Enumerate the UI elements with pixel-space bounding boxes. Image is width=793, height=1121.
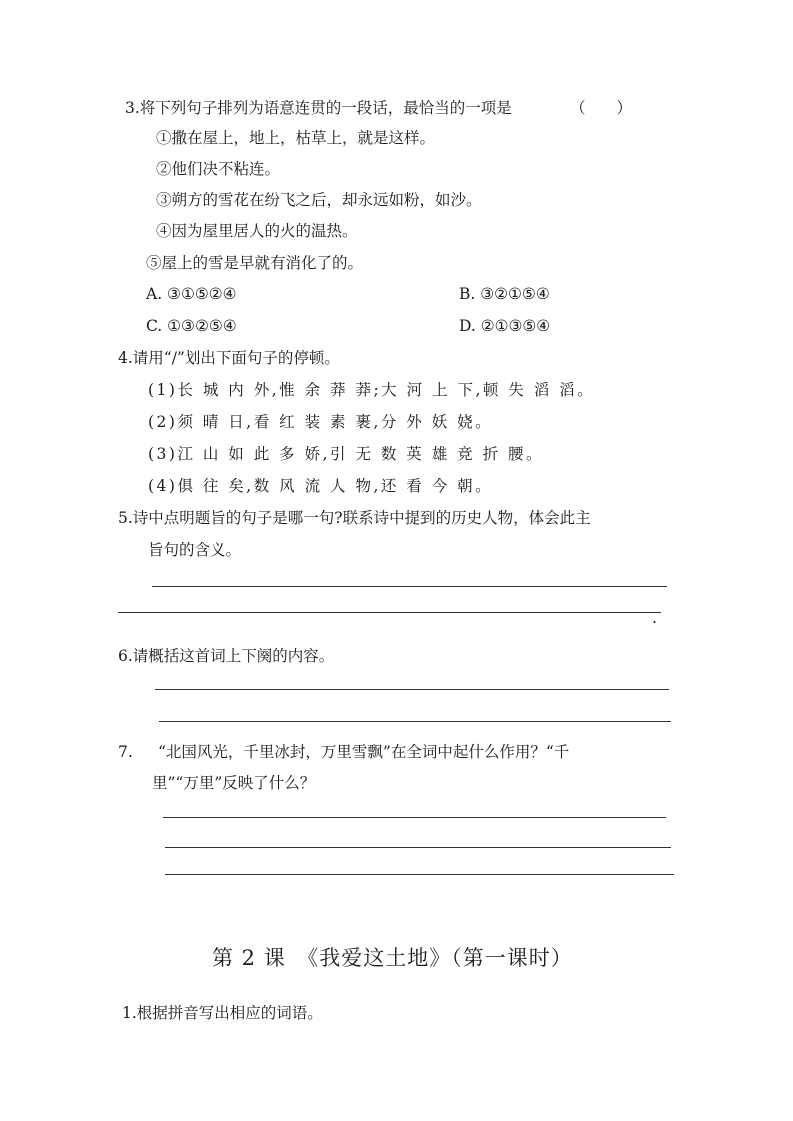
lesson-title: 第 2 课 《我爱这土地》（第一课时）	[212, 946, 573, 970]
q5-dot: .	[652, 609, 657, 627]
q6-answer-line-1	[155, 689, 669, 690]
q7-question-line-2: 里”“万里”反映了什么？	[152, 774, 316, 792]
q4-line-1: (1)长 城 内 外,惟 余 莽 莽;大 河 上 下,顿 失 滔 滔。	[148, 381, 596, 399]
q7-answer-line-2	[165, 847, 671, 848]
q3-sentence-1: ①撒在屋上，地上，枯草上，就是这样。	[156, 129, 436, 147]
q5-answer-line-1	[152, 586, 667, 587]
q7-number: 7.	[118, 743, 133, 761]
q5-answer-line-2	[118, 612, 661, 613]
q7-question-line-1: “北国风光，千里冰封，万里雪飘”在全词中起什么作用？“千	[158, 743, 570, 761]
q3-sentence-3: ③朔方的雪花在纷飞之后，却永远如粉，如沙。	[156, 191, 482, 209]
q4-line-4: (4)俱 往 矣,数 风 流 人 物,还 看 今 朝。	[148, 477, 494, 495]
q3-sentence-4: ④因为屋里居人的火的温热。	[156, 222, 358, 240]
q4-line-2: (2)须 晴 日,看 红 装 素 裹,分 外 妖 娆。	[148, 413, 494, 431]
q6-stem: 6.请概括这首词上下阕的内容。	[118, 647, 335, 665]
q3-option-b: B. ③②①⑤④	[459, 285, 550, 303]
lesson-q1-stem: 1.根据拼音写出相应的词语。	[122, 1004, 323, 1022]
q3-option-d: D. ②①③⑤④	[459, 317, 551, 335]
q4-stem: 4.请用“/”划出下面句子的停顿。	[118, 349, 340, 367]
q3-answer-paren: （ ）	[570, 99, 633, 117]
q3-sentence-2: ②他们决不粘连。	[156, 160, 281, 178]
q7-answer-line-1	[163, 817, 666, 818]
q5-question-line-1: 5.诗中点明题旨的句子是哪一句?联系诗中提到的历史人物，体会此主	[118, 509, 591, 527]
q7-answer-line-3	[165, 874, 674, 875]
q5-question-line-2: 旨句的含义。	[148, 541, 242, 559]
q3-stem: 3.将下列句子排列为语意连贯的一段话，最恰当的一项是	[125, 99, 512, 117]
q4-line-3: (3)江 山 如 此 多 娇,引 无 数 英 雄 竞 折 腰。	[148, 445, 545, 463]
q3-sentence-5: ⑤屋上的雪是早就有消化了的。	[146, 254, 364, 272]
q3-option-a: A. ③①⑤②④	[146, 285, 237, 303]
q6-answer-line-2	[159, 721, 671, 722]
q3-option-c: C. ①③②⑤④	[146, 317, 237, 335]
